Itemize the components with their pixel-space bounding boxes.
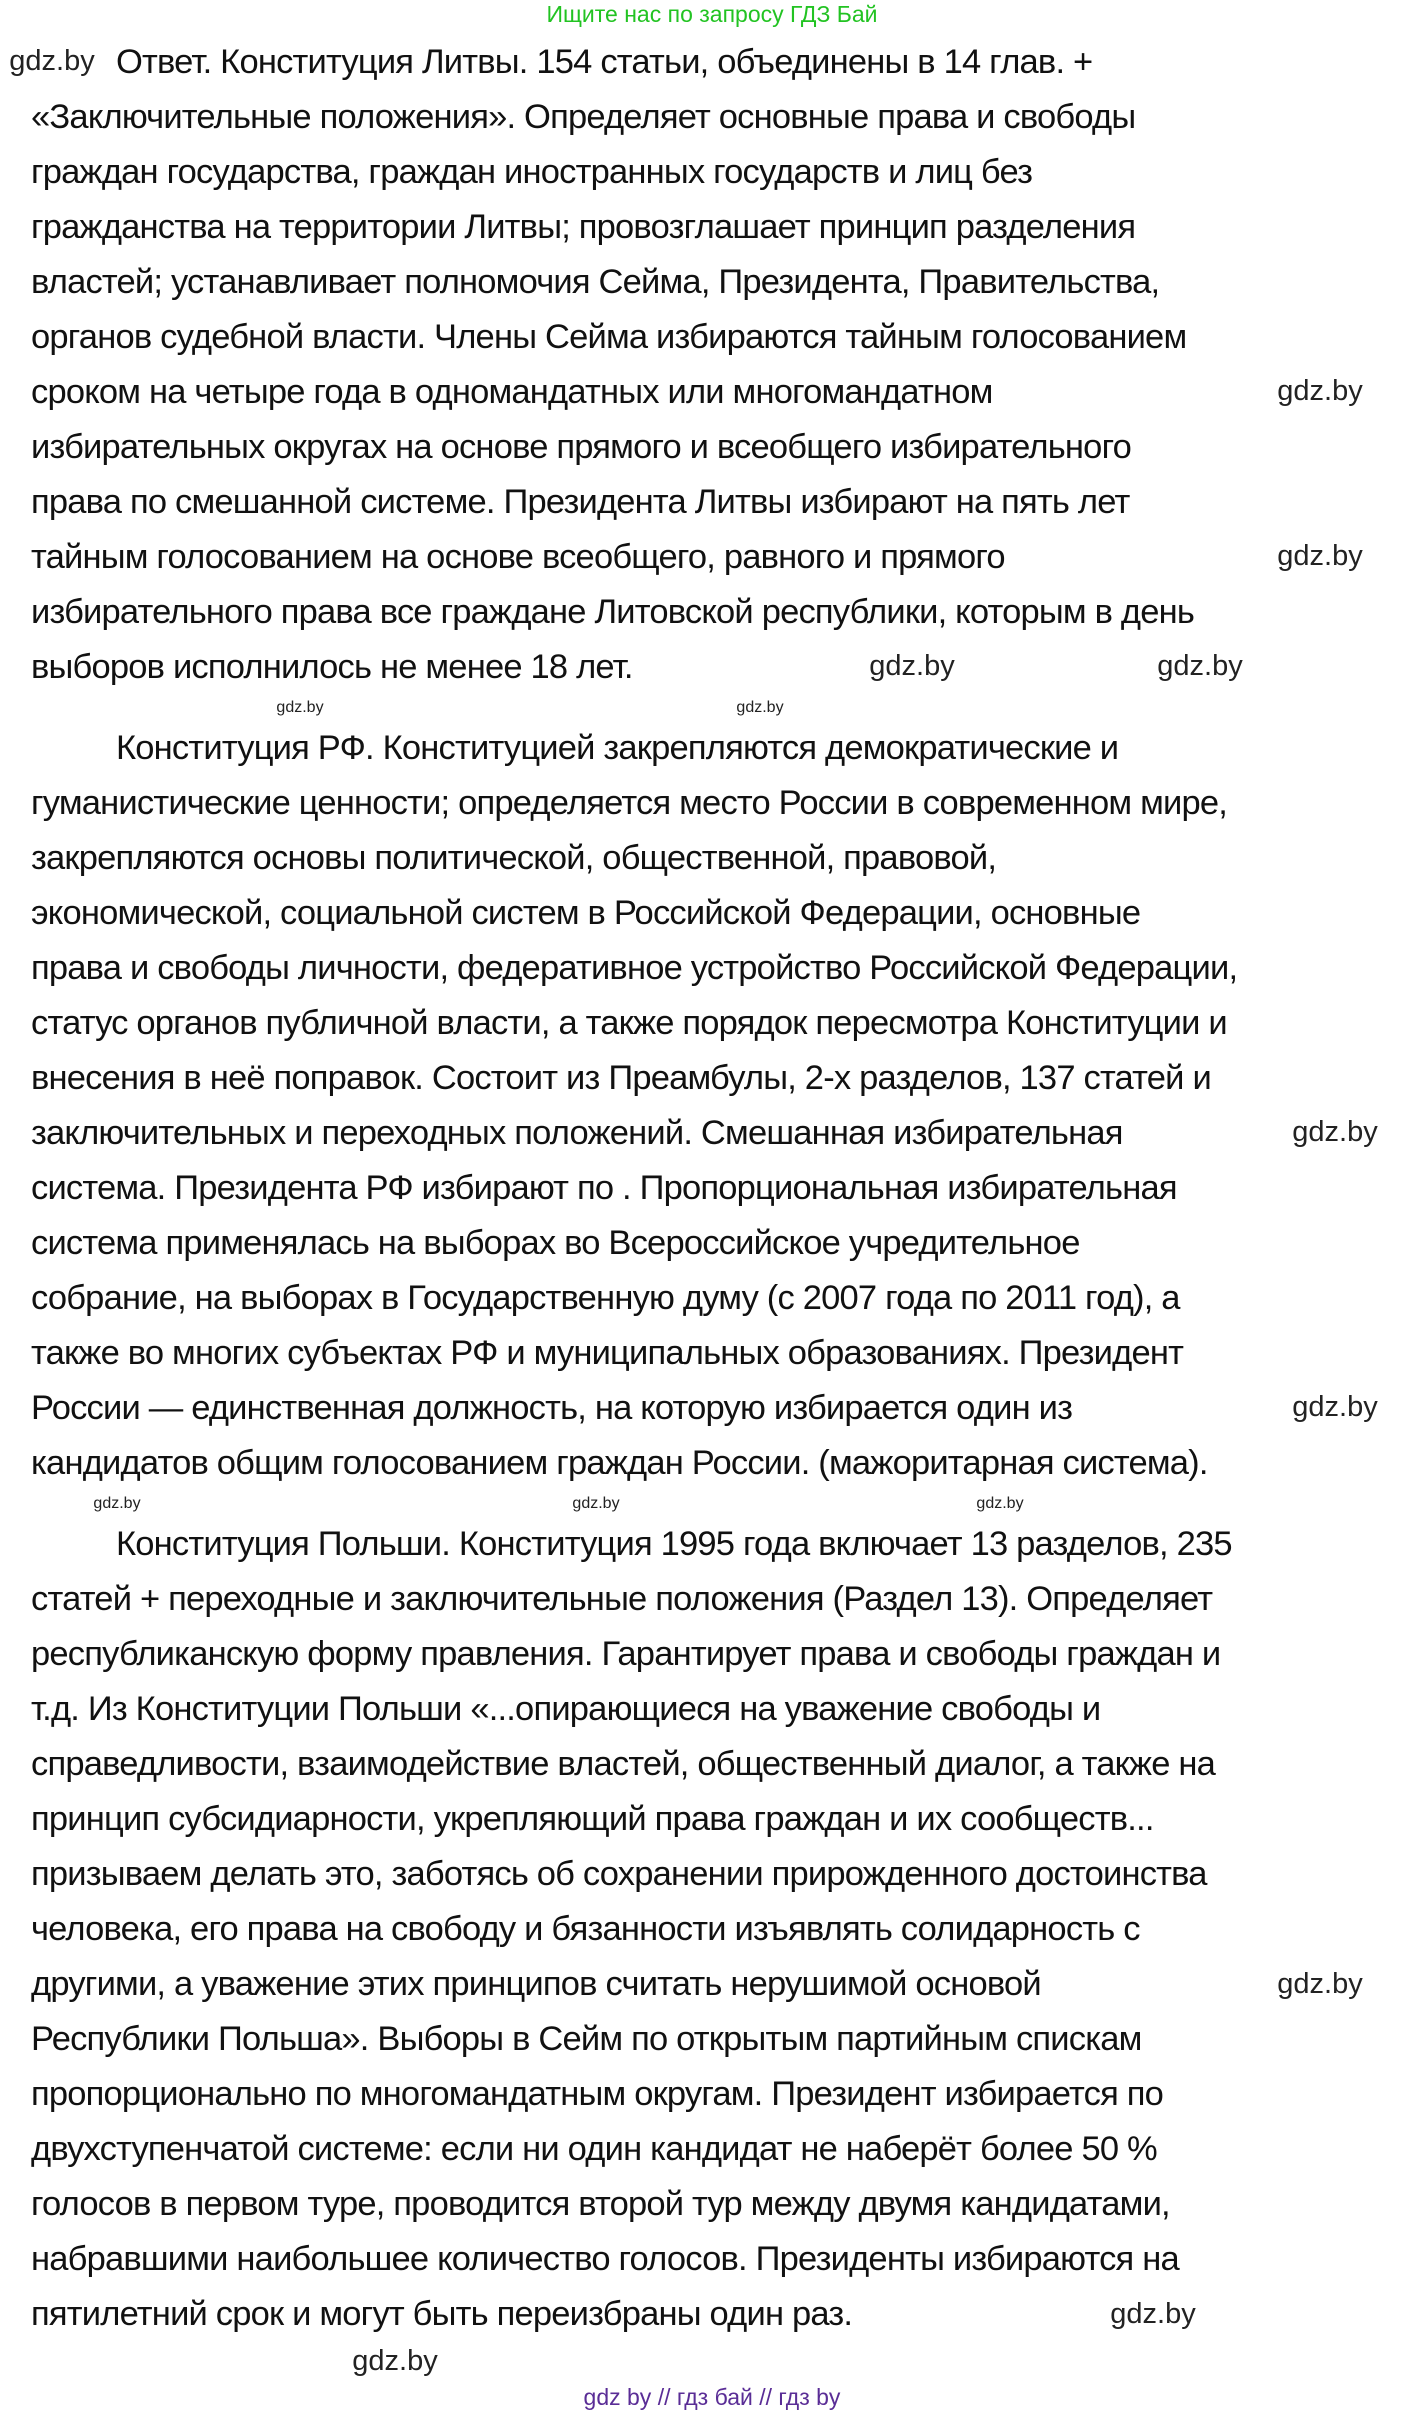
paragraph [31, 1517, 1421, 2342]
text-line: права по смешанной системе. Президента Литвы избирают на пять лет [31, 483, 1130, 521]
text-line: двухступенчатой системе: если ни один кандидат не наберёт более 50 % [31, 2130, 1157, 2168]
text-line: также во многих субъектах РФ и муниципальных образованиях. Президент [31, 1334, 1184, 1372]
text-line: тайным голосованием на основе всеобщего, равного и прямого [31, 538, 1005, 576]
text-line: права и свободы личности, федеративное устройство Российской Федерации, [31, 949, 1238, 987]
text-line: принцип субсидиарности, укрепляющий права граждан и их сообществ... [31, 1800, 1154, 1838]
watermark: gdz.by [572, 1495, 620, 1513]
text-line: заключительных и переходных положений. Смешанная избирательная [31, 1114, 1123, 1152]
text-line: гуманистические ценности; определяется место России в современном мире, [31, 784, 1228, 822]
text-line: система. Президента РФ избирают по . Пропорциональная избирательная [31, 1169, 1177, 1207]
watermark: gdz.by [9, 45, 95, 78]
text-line: система применялась на выборах во Всероссийское учредительное [31, 1224, 1080, 1262]
text-line: призываем делать это, заботясь об сохранении прирожденного достоинства [31, 1855, 1207, 1893]
watermark: gdz.by [1277, 375, 1363, 408]
text-line: голосов в первом туре, проводится второй тур между двумя кандидатами, [31, 2185, 1170, 2223]
text-line: Республики Польша». Выборы в Сейм по открытым партийным спискам [31, 2020, 1142, 2058]
text-line: внесения в неё поправок. Состоит из Преамбулы, 2-х разделов, 137 статей и [31, 1059, 1211, 1097]
text-line: республиканскую форму правления. Гарантирует права и свободы граждан и [31, 1635, 1221, 1673]
watermark: gdz.by [869, 650, 955, 683]
text-line: органов судебной власти. Члены Сейма избираются тайным голосованием [31, 318, 1187, 356]
text-line: выборов исполнилось не менее 18 лет. [31, 648, 633, 686]
text-line: граждан государства, граждан иностранных государств и лиц без [31, 153, 1033, 191]
text-line: статей + переходные и заключительные положения (Раздел 13). Определяет [31, 1580, 1213, 1618]
text-line: властей; устанавливает полномочия Сейма, Президента, Правительства, [31, 263, 1160, 301]
watermark: gdz.by [1277, 1968, 1363, 2001]
watermark: gdz.by [976, 1495, 1024, 1513]
text-line: справедливости, взаимодействие властей, общественный диалог, а также на [31, 1745, 1216, 1783]
watermark: gdz.by [352, 2345, 438, 2378]
text-line: гражданства на территории Литвы; провозглашает принцип разделения [31, 208, 1136, 246]
text-line: России — единственная должность, на которую избирается один из [31, 1389, 1073, 1427]
text-line: человека, его права на свободу и бязанности изъявлять солидарность с [31, 1910, 1140, 1948]
search-hint-banner: Ищите нас по запросу ГДЗ Бай [546, 1, 878, 27]
watermark: gdz.by [1157, 650, 1243, 683]
footer-links: gdz by // гдз бай // гдз by [583, 2384, 841, 2410]
text-line: закрепляются основы политической, общественной, правовой, [31, 839, 997, 877]
text-line: избирательных округах на основе прямого и всеобщего избирательного [31, 428, 1131, 466]
text-line: сроком на четыре года в одномандатных или многомандатном [31, 373, 993, 411]
watermark: gdz.by [1277, 540, 1363, 573]
text-line: набравшими наибольшее количество голосов. Президенты избираются на [31, 2240, 1179, 2278]
text-line: пятилетний срок и могут быть переизбраны один раз. [31, 2295, 853, 2333]
text-line: пропорционально по многомандатным округам. Президент избирается по [31, 2075, 1164, 2113]
text-line: кандидатов общим голосованием граждан России. (мажоритарная система). [31, 1444, 1208, 1482]
text-line: «Заключительные положения». Определяет основные права и свободы [31, 98, 1136, 136]
text-line: Ответ. Конституция Литвы. 154 статьи, объединены в 14 глав. + [116, 43, 1093, 81]
text-line: экономической, социальной систем в Российской Федерации, основные [31, 894, 1141, 932]
watermark: gdz.by [1292, 1116, 1378, 1149]
watermark: gdz.by [736, 699, 784, 717]
answer-text [31, 35, 1421, 2368]
text-line: статус органов публичной власти, а также порядок пересмотра Конституции и [31, 1004, 1227, 1042]
text-line: т.д. Из Конституции Польши «...опирающиеся на уважение свободы и [31, 1690, 1101, 1728]
text-line: Конституция РФ. Конституцией закрепляются демократические и [116, 729, 1119, 767]
paragraph [31, 35, 1421, 695]
text-line: Конституция Польши. Конституция 1995 года включает 13 разделов, 235 [116, 1525, 1232, 1563]
text-line: другими, а уважение этих принципов считать нерушимой основой [31, 1965, 1041, 2003]
paragraph [31, 721, 1421, 1491]
text-line: избирательного права все граждане Литовской республики, которым в день [31, 593, 1195, 631]
watermark: gdz.by [1110, 2298, 1196, 2331]
text-line: собрание, на выборах в Государственную думу (с 2007 года по 2011 год), а [31, 1279, 1180, 1317]
watermark: gdz.by [1292, 1391, 1378, 1424]
watermark: gdz.by [93, 1495, 141, 1513]
watermark: gdz.by [276, 699, 324, 717]
